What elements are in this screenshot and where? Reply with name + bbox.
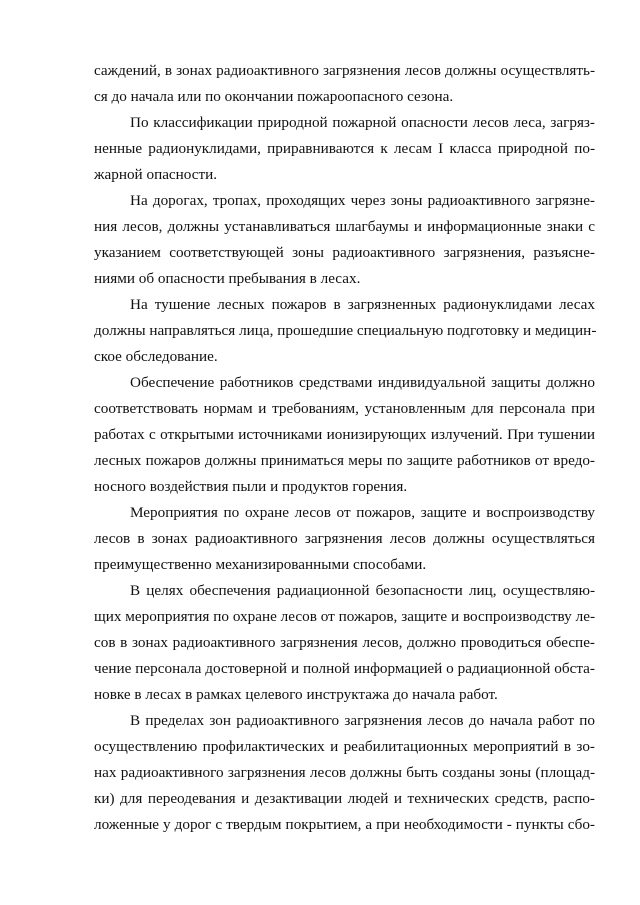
text-line: работах с открытыми источниками ионизирующих излучений. При тушении <box>94 426 595 443</box>
paragraph-2 <box>94 110 595 188</box>
text-line: нах радиоактивного загрязнения лесов должны быть созданы зоны (площад- <box>94 764 595 781</box>
text-line: саждений, в зонах радиоактивного загрязнения лесов должны осуществлять- <box>94 62 595 79</box>
text-line: лесных пожаров должны приниматься меры по защите работников от вредо- <box>94 452 595 469</box>
text-line: чение персонала достоверной и полной информацией о радиационной обста- <box>94 660 595 677</box>
text-line: В пределах зон радиоактивного загрязнения лесов до начала работ по <box>130 712 595 729</box>
text-line: должны направляться лица, прошедшие специальную подготовку и медицин- <box>94 322 597 339</box>
text-line: В целях обеспечения радиационной безопасности лиц, осуществляю- <box>130 582 595 599</box>
paragraph-5 <box>94 370 595 500</box>
text-line: ложенные у дорог с твердым покрытием, а при необходимости - пункты сбо- <box>94 816 595 833</box>
text-line: Обеспечение работников средствами индивидуальной защиты должно <box>130 374 595 391</box>
text-line: лесов в зонах радиоактивного загрязнения лесов должны осуществляться <box>94 530 595 547</box>
text-line: преимущественно механизированными способами. <box>94 556 427 573</box>
text-line: носного воздействия пыли и продуктов горения. <box>94 478 408 495</box>
text-line: ское обследование. <box>94 348 218 365</box>
text-line: соответствовать нормам и требованиям, установленным для персонала при <box>94 400 595 417</box>
paragraph-6 <box>94 500 595 578</box>
text-line: сов в зонах радиоактивного загрязнения лесов, должно проводиться обеспе- <box>94 634 595 651</box>
text-line: ся до начала или по окончании пожароопасного сезона. <box>94 88 454 105</box>
paragraph-8 <box>94 708 595 838</box>
text-line: На тушение лесных пожаров в загрязненных радионуклидами лесах <box>130 296 595 313</box>
text-line: указанием соответствующей зоны радиоактивного загрязнения, разъясне- <box>94 244 595 261</box>
text-line: ниями об опасности пребывания в лесах. <box>94 270 361 287</box>
text-line: новке в лесах в рамках целевого инструктажа до начала работ. <box>94 686 498 703</box>
text-line: ненные радионуклидами, приравниваются к лесам I класса природной по- <box>94 140 595 157</box>
text-line: щих мероприятия по охране лесов от пожаров, защите и воспроизводству ле- <box>94 608 595 625</box>
text-line: ки) для переодевания и дезактивации людей и технических средств, распо- <box>94 790 595 807</box>
text-line: осуществлению профилактических и реабилитационных мероприятий в зо- <box>94 738 595 755</box>
paragraph-7 <box>94 578 595 708</box>
paragraph-3 <box>94 188 595 292</box>
text-line: Мероприятия по охране лесов от пожаров, защите и воспроизводству <box>130 504 595 521</box>
text-line: По классификации природной пожарной опасности лесов леса, загряз- <box>130 114 595 131</box>
text-line: На дорогах, тропах, проходящих через зоны радиоактивного загрязне- <box>130 192 595 209</box>
text-line: жарной опасности. <box>94 166 218 183</box>
paragraph-4 <box>94 292 595 370</box>
paragraph-1 <box>94 58 595 110</box>
text-line: ния лесов, должны устанавливаться шлагбаумы и информационные знаки с <box>94 218 595 235</box>
document-page <box>94 58 595 838</box>
